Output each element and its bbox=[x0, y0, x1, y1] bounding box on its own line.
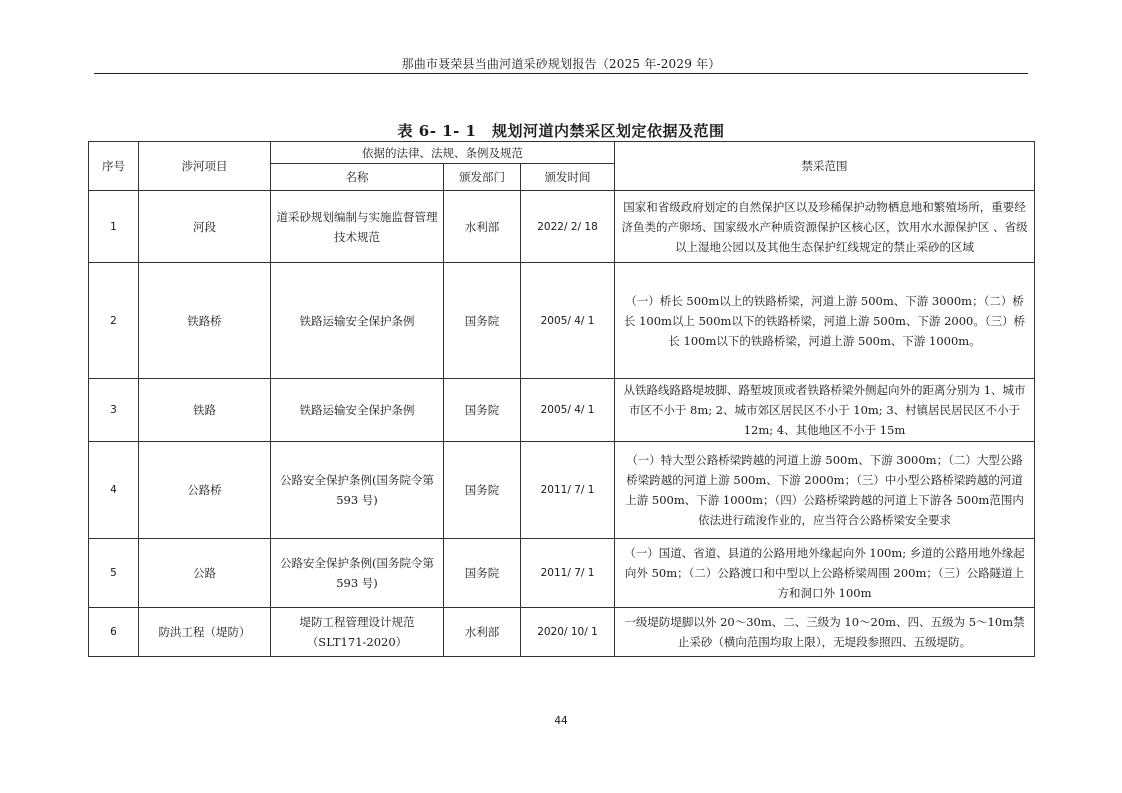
row-project: 公路桥 bbox=[139, 442, 271, 539]
row-name: 铁路运输安全保护条例 bbox=[271, 379, 444, 442]
row-range: 国家和省级政府划定的自然保护区以及珍稀保护动物栖息地和繁殖场所，重要经济鱼类的产卵场、国家级水产种质资源保护区核心区，饮用水水源保护区 、省级以上湿地公园以及其他生态保护红线规定的禁止采砂的区域 bbox=[615, 191, 1035, 263]
row-date: 2011/ 7/ 1 bbox=[521, 442, 615, 539]
row-range: （一）桥长 500m以上的铁路桥梁，河道上游 500m、下游 3000m；（二）桥长 100m以上 500m以下的铁路桥梁，河道上游 500m、下游 2000。（三）桥长 100m以下的铁路桥梁，河道上游 500m、下游 1000m。 bbox=[615, 263, 1035, 379]
row-range: （一）国道、省道、县道的公路用地外缘起向外 100m; 乡道的公路用地外缘起向外 50m；（二）公路渡口和中型以上公路桥梁周围 200m；（三）公路隧道上方和洞口外 100m bbox=[615, 539, 1035, 608]
row-project: 防洪工程（堤防） bbox=[139, 608, 271, 657]
col-header-issuer: 颁发部门 bbox=[444, 164, 521, 191]
row-no: 3 bbox=[89, 379, 139, 442]
row-project: 铁路桥 bbox=[139, 263, 271, 379]
row-name: 堤防工程管理设计规范（SLT171-2020） bbox=[271, 608, 444, 657]
table-header-row bbox=[89, 142, 1035, 164]
table-row bbox=[89, 263, 1035, 379]
row-range: 从铁路线路路堤坡脚、路堑坡顶或者铁路桥梁外侧起向外的距离分别为 1、城市市区不小于 8m; 2、城市郊区居民区不小于 10m; 3、村镇居民居民区不小于 12m; 4、其他地区不小于 15m bbox=[615, 379, 1035, 442]
table-row bbox=[89, 539, 1035, 608]
row-no: 4 bbox=[89, 442, 139, 539]
col-header-no: 序号 bbox=[89, 142, 139, 191]
row-date: 2005/ 4/ 1 bbox=[521, 379, 615, 442]
col-header-project: 涉河项目 bbox=[139, 142, 271, 191]
page-header: 那曲市聂荣县当曲河道采砂规划报告（2025 年-2029 年） bbox=[401, 57, 721, 71]
col-header-date: 颁发时间 bbox=[521, 164, 615, 191]
row-issuer: 国务院 bbox=[444, 263, 521, 379]
row-date: 2020/ 10/ 1 bbox=[521, 608, 615, 657]
header-rule bbox=[94, 73, 1028, 74]
table-title: 表 6- 1- 1 规划河道内禁采区划定依据及范围 bbox=[397, 122, 725, 140]
row-date: 2011/ 7/ 1 bbox=[521, 539, 615, 608]
row-range: 一级堤防堤脚以外 20～30m、二、三级为 10～20m、四、五级为 5～10m禁止采砂（横向范围均取上限），无堤段参照四、五级堤防。 bbox=[615, 608, 1035, 657]
row-project: 公路 bbox=[139, 539, 271, 608]
row-date: 2005/ 4/ 1 bbox=[521, 263, 615, 379]
row-no: 2 bbox=[89, 263, 139, 379]
row-project: 河段 bbox=[139, 191, 271, 263]
row-issuer: 国务院 bbox=[444, 539, 521, 608]
row-issuer: 国务院 bbox=[444, 442, 521, 539]
row-no: 5 bbox=[89, 539, 139, 608]
row-issuer: 水利部 bbox=[444, 608, 521, 657]
row-issuer: 国务院 bbox=[444, 379, 521, 442]
row-name: 铁路运输安全保护条例 bbox=[271, 263, 444, 379]
row-range: （一）特大型公路桥梁跨越的河道上游 500m、下游 3000m；（二）大型公路桥梁跨越的河道上游 500m、下游 2000m；（三）中小型公路桥梁跨越的河道上游 500m、下游 1000m；（四）公路桥梁跨越的河道上下游各 500m范围内依法进行疏浚作业的，应当符合公路桥梁安全要求 bbox=[615, 442, 1035, 539]
table-row bbox=[89, 442, 1035, 539]
row-date: 2022/ 2/ 18 bbox=[521, 191, 615, 263]
row-no: 6 bbox=[89, 608, 139, 657]
table-row bbox=[89, 608, 1035, 657]
table-row bbox=[89, 379, 1035, 442]
regulation-table bbox=[88, 141, 1035, 657]
row-issuer: 水利部 bbox=[444, 191, 521, 263]
row-no: 1 bbox=[89, 191, 139, 263]
col-header-name: 名称 bbox=[271, 164, 444, 191]
col-header-basis-group: 依据的法律、法规、条例及规范 bbox=[271, 142, 615, 164]
table-row bbox=[89, 191, 1035, 263]
col-header-range: 禁采范围 bbox=[615, 142, 1035, 191]
row-project: 铁路 bbox=[139, 379, 271, 442]
row-name: 道采砂规划编制与实施监督管理技术规范 bbox=[271, 191, 444, 263]
row-name: 公路安全保护条例(国务院令第 593 号) bbox=[271, 442, 444, 539]
page-number: 44 bbox=[554, 715, 568, 727]
row-name: 公路安全保护条例(国务院令第 593 号) bbox=[271, 539, 444, 608]
